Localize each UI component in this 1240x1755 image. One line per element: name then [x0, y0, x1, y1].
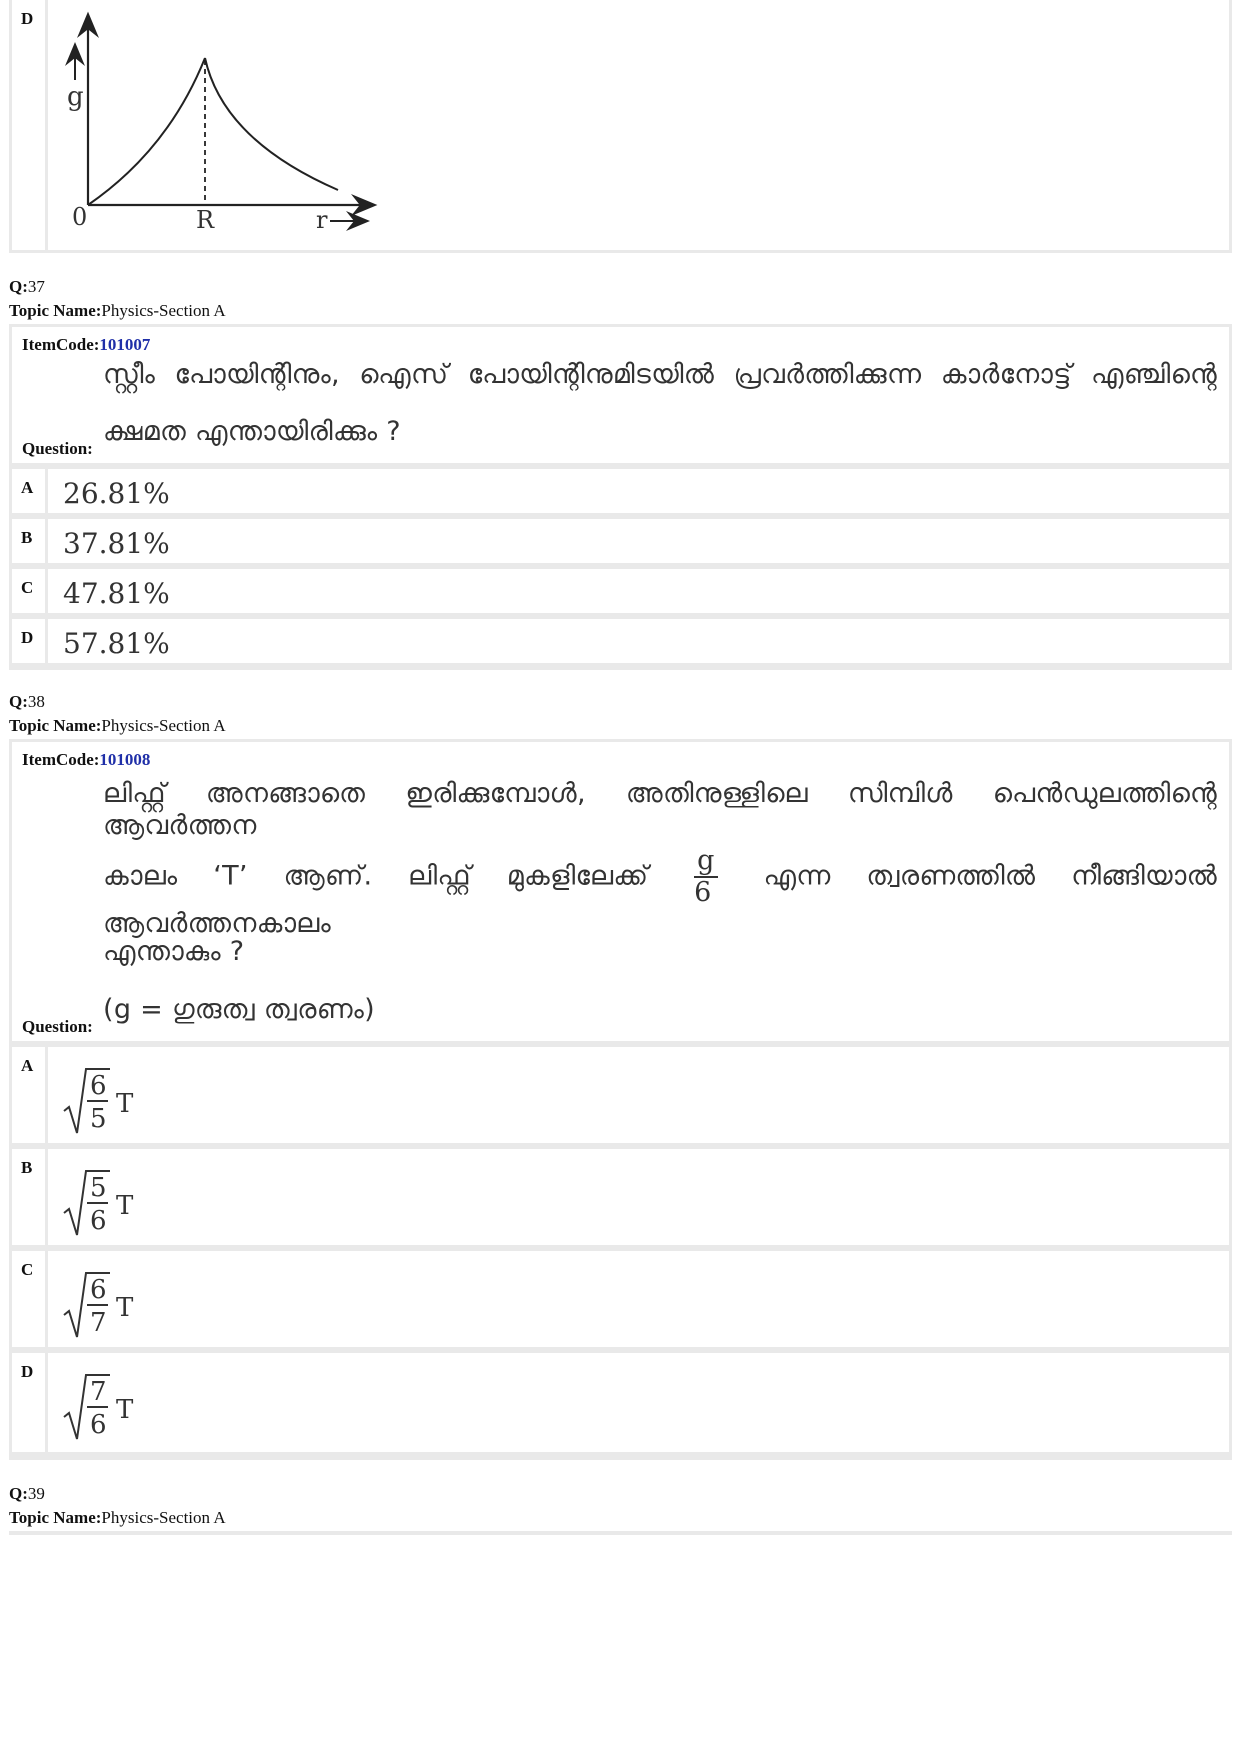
- origin-label: 0: [72, 203, 88, 231]
- option-body[interactable]: [48, 0, 1229, 250]
- question-cell: [12, 742, 1229, 1041]
- svg-text:T: T: [116, 1395, 134, 1425]
- question-cell: [12, 327, 1229, 463]
- sqrt-5-over-6-T: [60, 1163, 160, 1243]
- option-letter: A: [12, 469, 45, 513]
- topic-label: Topic Name:: [9, 716, 102, 735]
- option-letter: A: [12, 1047, 45, 1143]
- svg-text:7: 7: [90, 1377, 107, 1407]
- option-letter: D: [12, 1353, 45, 1452]
- g-vs-r-graph: [58, 0, 388, 240]
- svg-text:5: 5: [90, 1173, 107, 1203]
- option-letter: B: [12, 1149, 45, 1245]
- svg-text:T: T: [116, 1191, 134, 1221]
- R-label: R: [196, 206, 215, 234]
- option-c[interactable]: 47.81%: [48, 569, 1229, 613]
- sqrt-7-over-6-T: [60, 1367, 160, 1447]
- svg-text:7: 7: [90, 1308, 107, 1338]
- topic-label: Topic Name:: [9, 301, 102, 320]
- itemcode: ItemCode:101007: [22, 335, 151, 354]
- option-d[interactable]: 57.81%: [48, 619, 1229, 663]
- option-letter: C: [12, 569, 45, 613]
- fraction-g-over-6: $\frac{g}{6}$: [694, 846, 718, 908]
- svg-text:T: T: [116, 1089, 134, 1119]
- sqrt-6-over-7-T: [60, 1265, 160, 1345]
- curve-falling: [205, 58, 338, 190]
- svg-text:6: 6: [90, 1410, 107, 1440]
- option-letter: D: [12, 619, 45, 663]
- topic-label: Topic Name:: [9, 1508, 102, 1527]
- question-label: Question:: [22, 439, 93, 458]
- topic-name: Physics-Section A: [101, 1508, 226, 1527]
- svg-text:5: 5: [90, 1104, 107, 1134]
- q38-header: [9, 690, 226, 738]
- option-a[interactable]: 26.81%: [48, 469, 1229, 513]
- option-b[interactable]: 37.81%: [48, 519, 1229, 563]
- option-b[interactable]: [48, 1149, 1229, 1245]
- q39-box-top-border: [9, 1531, 1232, 1535]
- option-d[interactable]: [48, 1353, 1229, 1452]
- option-letter: C: [12, 1251, 45, 1347]
- q37-header: [9, 275, 226, 323]
- y-axis-label: g: [67, 82, 84, 112]
- question-line-1: സ്റ്റീം പോയിന്റിനും, ഐസ് പോയിന്റിനുമിടയിൽ പ്രവർത്തിക്കുന്ന കാർനോട്ട് എഞ്ചിന്റെ: [103, 359, 1217, 390]
- curve-rising: [88, 58, 205, 205]
- prev-option-d-box: [9, 0, 1232, 253]
- topic-name: Physics-Section A: [101, 301, 226, 320]
- q-number: 37: [27, 277, 45, 296]
- option-letter: D: [12, 0, 45, 250]
- q-label: Q:: [9, 1484, 28, 1503]
- question-line-2: ക്ഷമത എന്തായിരിക്കും ?: [103, 416, 401, 447]
- q-label: Q:: [9, 692, 28, 711]
- svg-text:6: 6: [90, 1275, 107, 1305]
- option-a[interactable]: [48, 1047, 1229, 1143]
- q-label: Q:: [9, 277, 28, 296]
- question-line-1: ലിഫ്റ്റ് അനങ്ങാതെ ഇരിക്കുമ്പോൾ, അതിനുള്ളിലെ സിമ്പിൾ പെൻഡുലത്തിന്റെ ആവർത്തന: [103, 778, 1217, 841]
- question-line-4: (g = ഗുരുത്വ ത്വരണം): [103, 994, 375, 1025]
- option-c[interactable]: [48, 1251, 1229, 1347]
- svg-text:T: T: [116, 1293, 134, 1323]
- q37-box: [9, 324, 1232, 670]
- question-line-2: കാലം ‘T’ ആണ്. ലിഫ്റ്റ് മുകളിലേക്ക് $\frac{g}{6}$ എന്ന ത്വരണത്തിൽ നീങ്ങിയാൽ ആവർത്തനകാലം: [103, 845, 1217, 939]
- topic-name: Physics-Section A: [101, 716, 226, 735]
- question-label: Question:: [22, 1017, 93, 1036]
- question-line-3: എന്താകും ?: [103, 936, 245, 967]
- q38-box: [9, 739, 1232, 1460]
- sqrt-6-over-5-T: [60, 1061, 160, 1141]
- q-number: 38: [27, 692, 45, 711]
- q39-header: [9, 1482, 226, 1530]
- itemcode: ItemCode:101008: [22, 750, 151, 769]
- svg-text:6: 6: [90, 1206, 107, 1236]
- q-number: 39: [27, 1484, 45, 1503]
- option-letter: B: [12, 519, 45, 563]
- svg-text:6: 6: [90, 1071, 107, 1101]
- x-axis-label: r: [316, 206, 328, 234]
